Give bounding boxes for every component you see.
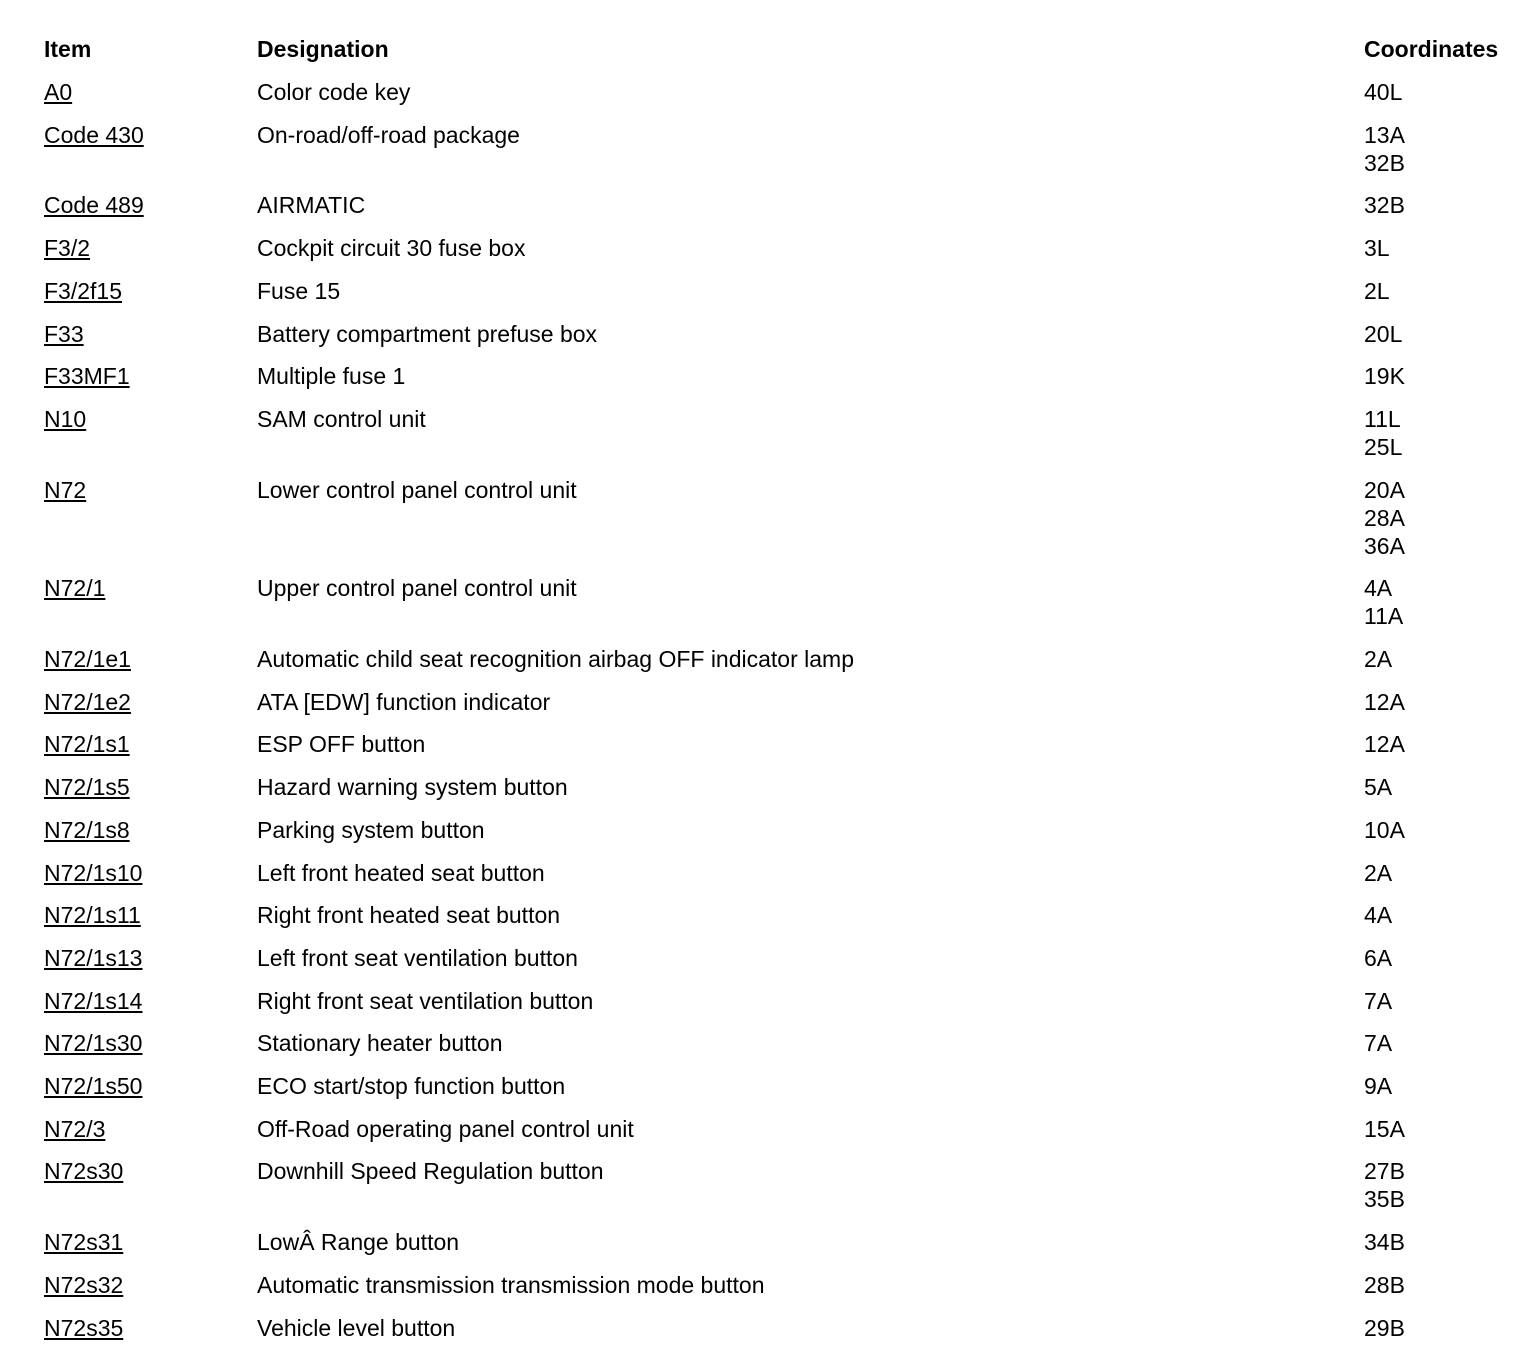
coordinates-cell [1364,405,1402,461]
designation-cell: Downhill Speed Regulation button [257,1158,604,1185]
coordinates-cell [1364,1157,1405,1213]
item-link[interactable]: N72/1s10 [44,859,143,886]
coordinate-value: 2A [1364,646,1393,672]
item-link[interactable]: A0 [44,79,73,105]
item-cell [44,730,130,758]
item-link[interactable]: N72/1s50 [44,1073,143,1099]
coordinates-cell [1364,901,1392,929]
coordinate-value: 34B [1364,1229,1405,1256]
item-link[interactable]: N72/1s30 [44,1030,143,1057]
item-cell [44,773,130,801]
coordinate-value: 29B [1364,1314,1405,1341]
header-coordinates: Coordinates [1364,36,1499,62]
designation-cell: Lower control panel control unit [257,476,577,503]
coordinates-cell [1364,121,1405,177]
coordinate-value: 10A [1364,816,1405,843]
coordinate-value: 6A [1364,944,1393,971]
coordinates-cell [1364,944,1392,972]
designation-cell: Parking system button [257,816,485,843]
coordinates-cell [1364,816,1405,844]
coordinate-value: 9A [1364,1073,1393,1099]
item-cell [44,362,130,390]
item-link[interactable]: F3/2f15 [44,277,122,304]
coordinates-cell [1364,730,1405,758]
coordinate-value: 36A [1364,532,1405,559]
coordinate-value: 7A [1364,1030,1393,1057]
item-link[interactable]: N72/1s14 [44,987,143,1014]
header-designation: Designation [257,36,389,62]
coordinate-value: 20L [1364,320,1403,347]
item-link[interactable]: N72s35 [44,1314,124,1341]
header-item: Item [44,36,92,62]
item-cell [44,1314,123,1342]
item-link[interactable]: N72/1 [44,575,106,602]
coordinate-value: 2L [1364,277,1390,304]
item-cell [44,1271,123,1299]
coordinate-value: 11L [1364,405,1401,432]
item-link[interactable]: N72 [44,476,87,503]
designation-cell: Color code key [257,79,411,105]
coordinates-cell [1364,191,1405,219]
item-cell [44,121,144,149]
coordinate-value: 3L [1364,235,1390,262]
designation-cell: ESP OFF button [257,731,426,758]
item-link[interactable]: N72/1s11 [44,902,141,929]
item-link[interactable]: N72s32 [44,1271,124,1298]
coordinates-cell [1364,320,1402,348]
item-link[interactable]: F3/2 [44,235,91,262]
item-cell [44,277,122,305]
item-cell [44,1228,123,1256]
coordinates-cell [1364,859,1392,887]
coordinates-cell [1364,1228,1405,1256]
designation-cell: Multiple fuse 1 [257,363,406,390]
coordinate-value: 19K [1364,363,1405,390]
coordinates-cell [1364,1314,1405,1342]
item-link[interactable]: N72/1s1 [44,731,130,758]
designation-cell: LowÂ Range button [257,1229,460,1256]
coordinate-value: 28B [1364,1271,1405,1298]
designation-cell: Off-Road operating panel control unit [257,1115,634,1142]
designation-cell: Fuse 15 [257,277,341,304]
coordinates-cell [1364,773,1392,801]
coordinate-value: 12A [1364,688,1405,715]
item-link[interactable]: F33MF1 [44,363,130,390]
item-cell [44,191,144,219]
item-cell [44,688,131,716]
coordinate-value: 15A [1364,1115,1405,1142]
item-link[interactable]: N72/3 [44,1115,106,1142]
designation-cell: ECO start/stop function button [257,1073,566,1099]
item-cell [44,234,90,262]
item-link[interactable]: F33 [44,320,84,347]
designation-cell: Battery compartment prefuse box [257,320,598,347]
coordinates-cell [1364,78,1402,106]
item-cell [44,901,141,929]
coordinates-cell [1364,277,1390,305]
item-cell [44,944,142,972]
item-cell [44,1029,142,1057]
item-cell [44,476,86,504]
item-link[interactable]: N72/1e2 [44,688,131,715]
coordinate-value: 40L [1364,79,1403,105]
designation-cell: Vehicle level button [257,1314,456,1341]
item-link[interactable]: N72s30 [44,1158,124,1185]
designation-cell: AIRMATIC [257,192,366,219]
designation-cell: SAM control unit [257,405,426,432]
item-link[interactable]: N72/1s5 [44,774,130,801]
coordinates-cell [1364,645,1392,673]
coordinate-value: 7A [1364,987,1393,1014]
coordinate-value: 5A [1364,774,1393,801]
coordinate-value: 4A [1364,575,1393,602]
item-cell [44,816,130,844]
coordinates-cell [1364,1072,1392,1100]
item-cell [44,859,142,887]
item-cell [44,78,72,106]
coordinates-cell [1364,476,1405,560]
item-cell [44,1115,105,1143]
coordinate-value: 32B [1364,192,1405,219]
coordinate-value: 25L [1364,433,1403,460]
item-cell [44,1072,142,1100]
designation-cell: Hazard warning system button [257,774,568,801]
item-link[interactable]: N72/1s8 [44,816,130,843]
designation-cell: Automatic child seat recognition airbag OFF indicator lamp [257,646,855,672]
coordinate-value: 27B [1364,1158,1405,1185]
coordinate-value: 12A [1364,731,1405,758]
item-link[interactable]: N72s31 [44,1229,124,1256]
coordinates-cell [1364,688,1405,716]
designation-cell: Automatic transmission transmission mode button [257,1271,765,1298]
coordinate-value: 35B [1364,1186,1405,1213]
coordinates-cell [1364,1271,1405,1299]
coordinates-cell [1364,1029,1392,1057]
coordinate-value: 4A [1364,902,1393,929]
item-link[interactable]: Code 430 [44,121,144,148]
item-link[interactable]: Code 489 [44,192,144,219]
item-link[interactable]: N10 [44,405,87,432]
designation-cell: Right front seat ventilation button [257,987,594,1014]
item-cell [44,645,131,673]
coordinates-cell [1364,987,1392,1015]
designation-cell: Left front heated seat button [257,859,545,886]
coordinates-cell [1364,1115,1405,1143]
coordinate-value: 20A [1364,476,1405,503]
item-cell [44,405,86,433]
item-cell [44,1157,123,1185]
coordinates-cell [1364,234,1390,262]
coordinate-value: 32B [1364,149,1405,176]
designation-cell: Right front heated seat button [257,902,561,929]
item-link[interactable]: N72/1e1 [44,646,131,672]
coordinates-cell [1364,362,1405,390]
designation-cell: On-road/off-road package [257,121,520,148]
coordinates-cell [1364,574,1403,630]
coordinate-value: 28A [1364,504,1405,531]
designation-cell: Left front seat ventilation button [257,944,578,971]
designation-cell: Cockpit circuit 30 fuse box [257,235,526,262]
designation-cell: Stationary heater button [257,1030,503,1057]
coordinate-value: 2A [1364,859,1393,886]
item-cell [44,320,84,348]
table-header [0,36,1520,66]
item-cell [44,987,142,1015]
item-link[interactable]: N72/1s13 [44,944,143,971]
coordinate-value: 11A [1364,603,1404,630]
item-cell [44,574,105,602]
designation-cell: ATA [EDW] function indicator [257,688,551,715]
coordinate-value: 13A [1364,121,1405,148]
designation-cell: Upper control panel control unit [257,575,577,602]
